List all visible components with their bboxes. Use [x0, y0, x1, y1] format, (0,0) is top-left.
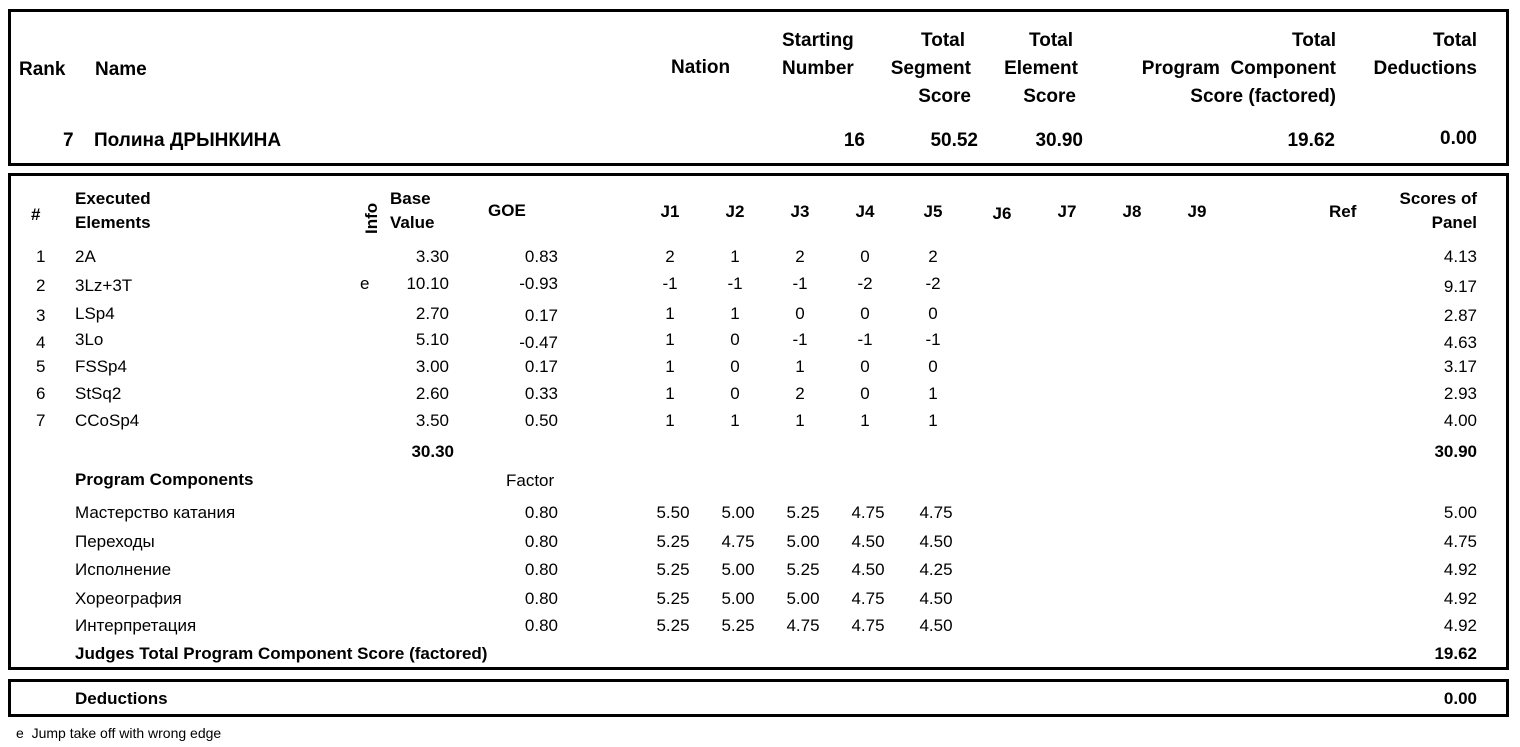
- element-j2: 1: [730, 411, 740, 430]
- component-j2: 5.00: [721, 560, 755, 579]
- component-j1: 5.25: [656, 532, 690, 551]
- nation-label: Nation: [671, 57, 731, 78]
- element-j4: 0: [860, 304, 870, 323]
- col-j7-label: J7: [1057, 202, 1077, 221]
- component-j2: 4.75: [721, 532, 755, 551]
- ded-label-2: Deductions: [1373, 58, 1477, 79]
- element-j1: 1: [665, 411, 675, 430]
- component-j5: 4.50: [919, 532, 953, 551]
- element-num: 4: [36, 333, 46, 352]
- component-j1: 5.25: [656, 616, 690, 635]
- element-j1: 1: [665, 304, 675, 323]
- component-j3: 5.25: [786, 503, 820, 522]
- element-j1: 2: [665, 247, 675, 266]
- col-j2-label: J2: [725, 202, 745, 221]
- skater-name: Полина ДРЫНКИНА: [94, 130, 282, 151]
- component-name: Интерпретация: [75, 616, 197, 635]
- component-j3: 4.75: [786, 616, 820, 635]
- component-factor: 0.80: [524, 560, 558, 579]
- element-j3: 1: [795, 357, 805, 376]
- col-executed-label-2: Elements: [75, 213, 151, 232]
- factor-label: Factor: [506, 471, 555, 490]
- component-factor: 0.80: [524, 616, 558, 635]
- element-panel: 4.63: [1443, 333, 1477, 352]
- component-j2: 5.00: [721, 589, 755, 608]
- element-name: FSSp4: [75, 357, 127, 376]
- element-name: CCoSp4: [75, 411, 140, 430]
- element-base: 3.00: [415, 357, 449, 376]
- elements-panel-total: 30.90: [1434, 442, 1477, 461]
- component-j4: 4.75: [851, 616, 885, 635]
- component-j5: 4.25: [919, 560, 953, 579]
- element-j4: -1: [857, 330, 873, 349]
- component-j4: 4.75: [851, 589, 885, 608]
- element-j2: 0: [730, 330, 740, 349]
- component-name: Хореография: [75, 589, 182, 608]
- element-goe: 0.50: [524, 411, 558, 430]
- element-info: e: [360, 274, 370, 293]
- element-j5: 0: [928, 357, 938, 376]
- component-factor: 0.80: [524, 589, 558, 608]
- skater-starting-number: 16: [843, 130, 865, 151]
- element-panel: 2.87: [1443, 306, 1477, 325]
- element-name: 3Lo: [75, 330, 104, 349]
- col-j8-label: J8: [1122, 202, 1142, 221]
- ded-label-1: Total: [1433, 30, 1477, 51]
- starting-number-label-1: Starting: [782, 30, 854, 51]
- element-j2: 1: [730, 247, 740, 266]
- element-num: 2: [36, 276, 46, 295]
- deductions-box: [8, 679, 1509, 717]
- element-panel: 4.13: [1443, 247, 1477, 266]
- tes-label-2: Element: [1004, 58, 1078, 79]
- skater-rank: 7: [63, 130, 74, 151]
- element-num: 3: [36, 306, 46, 325]
- element-j1: 1: [665, 330, 675, 349]
- element-j3: 0: [795, 304, 805, 323]
- element-j1: 1: [665, 357, 675, 376]
- element-j5: -2: [925, 274, 941, 293]
- col-j4-label: J4: [855, 202, 875, 221]
- pcs-label-1: Total: [1292, 30, 1336, 51]
- col-j9-label: J9: [1187, 202, 1207, 221]
- component-panel: 5.00: [1443, 503, 1477, 522]
- components-total-label: Judges Total Program Component Score (factored): [75, 644, 488, 663]
- element-name: StSq2: [75, 384, 122, 403]
- element-j2: 0: [730, 384, 740, 403]
- element-j3: 2: [795, 247, 805, 266]
- program-components-label: Program Components: [75, 470, 254, 489]
- element-j5: 1: [928, 384, 938, 403]
- element-name: 2A: [75, 247, 96, 266]
- element-j1: -1: [662, 274, 678, 293]
- element-j5: -1: [925, 330, 941, 349]
- tss-label-3: Score: [918, 86, 971, 107]
- element-goe: 0.33: [524, 384, 558, 403]
- element-base: 3.30: [415, 247, 449, 266]
- component-panel: 4.92: [1443, 616, 1477, 635]
- component-j1: 5.25: [656, 560, 690, 579]
- tss-label-2: Segment: [890, 58, 971, 79]
- component-factor: 0.80: [524, 503, 558, 522]
- element-j4: 0: [860, 357, 870, 376]
- component-j4: 4.50: [851, 532, 885, 551]
- element-j4: 1: [860, 411, 870, 430]
- element-j5: 1: [928, 411, 938, 430]
- component-j3: 5.25: [786, 560, 820, 579]
- element-panel: 4.00: [1443, 411, 1477, 430]
- component-name: Исполнение: [75, 560, 172, 579]
- elements-base-total: 30.30: [411, 442, 454, 461]
- element-num: 6: [36, 384, 46, 403]
- element-j3: -1: [792, 274, 808, 293]
- col-j3-label: J3: [790, 202, 810, 221]
- component-j5: 4.75: [919, 503, 953, 522]
- component-j3: 5.00: [786, 532, 820, 551]
- pcs-label-2: Program Component: [1141, 58, 1336, 79]
- rank-label: Rank: [19, 59, 66, 80]
- element-base: 2.60: [415, 384, 449, 403]
- element-name: LSp4: [75, 304, 115, 323]
- element-goe: 0.17: [524, 357, 558, 376]
- component-j1: 5.25: [656, 589, 690, 608]
- component-j5: 4.50: [919, 616, 953, 635]
- element-base: 5.10: [415, 330, 449, 349]
- tss-label-1: Total: [921, 30, 965, 51]
- element-panel: 3.17: [1443, 357, 1477, 376]
- starting-number-label-2: Number: [782, 58, 854, 79]
- col-executed-label-1: Executed: [75, 189, 151, 208]
- col-num-label: #: [31, 205, 41, 224]
- col-panel-label-1: Scores of: [1399, 189, 1477, 208]
- element-goe: -0.47: [519, 333, 558, 352]
- element-j2: 1: [730, 304, 740, 323]
- component-j5: 4.50: [919, 589, 953, 608]
- element-num: 7: [36, 411, 46, 430]
- col-base-label-2: Value: [390, 213, 435, 232]
- component-j4: 4.50: [851, 560, 885, 579]
- element-j3: 2: [795, 384, 805, 403]
- element-j3: -1: [792, 330, 808, 349]
- tes-label-1: Total: [1029, 30, 1073, 51]
- element-name: 3Lz+3T: [75, 276, 133, 295]
- element-goe: 0.83: [524, 247, 558, 266]
- component-factor: 0.80: [524, 532, 558, 551]
- element-j5: 0: [928, 304, 938, 323]
- col-j5-label: J5: [923, 202, 943, 221]
- component-name: Переходы: [75, 532, 155, 551]
- element-j5: 2: [928, 247, 938, 266]
- element-j2: -1: [727, 274, 743, 293]
- col-info-label: Info: [362, 202, 381, 234]
- element-num: 1: [36, 247, 46, 266]
- skater-tss: 50.52: [930, 130, 978, 151]
- element-j4: -2: [857, 274, 873, 293]
- component-j4: 4.75: [851, 503, 885, 522]
- element-j2: 0: [730, 357, 740, 376]
- col-j1-label: J1: [660, 202, 680, 221]
- components-total-value: 19.62: [1434, 644, 1477, 663]
- element-base: 10.10: [406, 274, 449, 293]
- deductions-label: Deductions: [75, 689, 168, 708]
- element-goe: -0.93: [519, 274, 558, 293]
- component-panel: 4.92: [1443, 589, 1477, 608]
- col-ref-label: Ref: [1329, 202, 1357, 221]
- component-name: Мастерство катания: [75, 503, 236, 522]
- deductions-value: 0.00: [1443, 689, 1477, 708]
- component-panel: 4.75: [1443, 532, 1477, 551]
- element-panel: 9.17: [1443, 277, 1477, 296]
- component-j3: 5.00: [786, 589, 820, 608]
- element-panel: 2.93: [1443, 384, 1477, 403]
- element-j4: 0: [860, 384, 870, 403]
- element-goe: 0.17: [524, 306, 558, 325]
- col-goe-label: GOE: [488, 201, 526, 220]
- col-j6-label: J6: [992, 204, 1012, 223]
- component-panel: 4.92: [1443, 560, 1477, 579]
- element-base: 2.70: [415, 304, 449, 323]
- col-base-label-1: Base: [390, 189, 431, 208]
- element-num: 5: [36, 357, 46, 376]
- component-j1: 5.50: [656, 503, 690, 522]
- footnote-wrong-edge: e Jump take off with wrong edge: [16, 725, 222, 741]
- element-j3: 1: [795, 411, 805, 430]
- component-j2: 5.25: [721, 616, 755, 635]
- element-j1: 1: [665, 384, 675, 403]
- skater-pcs: 19.62: [1287, 130, 1335, 151]
- component-j2: 5.00: [721, 503, 755, 522]
- skater-deductions: 0.00: [1440, 128, 1477, 149]
- element-base: 3.50: [415, 411, 449, 430]
- name-label: Name: [95, 59, 147, 80]
- col-panel-label-2: Panel: [1431, 213, 1477, 232]
- element-j4: 0: [860, 247, 870, 266]
- tes-label-3: Score: [1023, 86, 1076, 107]
- pcs-label-3: Score (factored): [1190, 86, 1336, 107]
- skater-tes: 30.90: [1035, 130, 1083, 151]
